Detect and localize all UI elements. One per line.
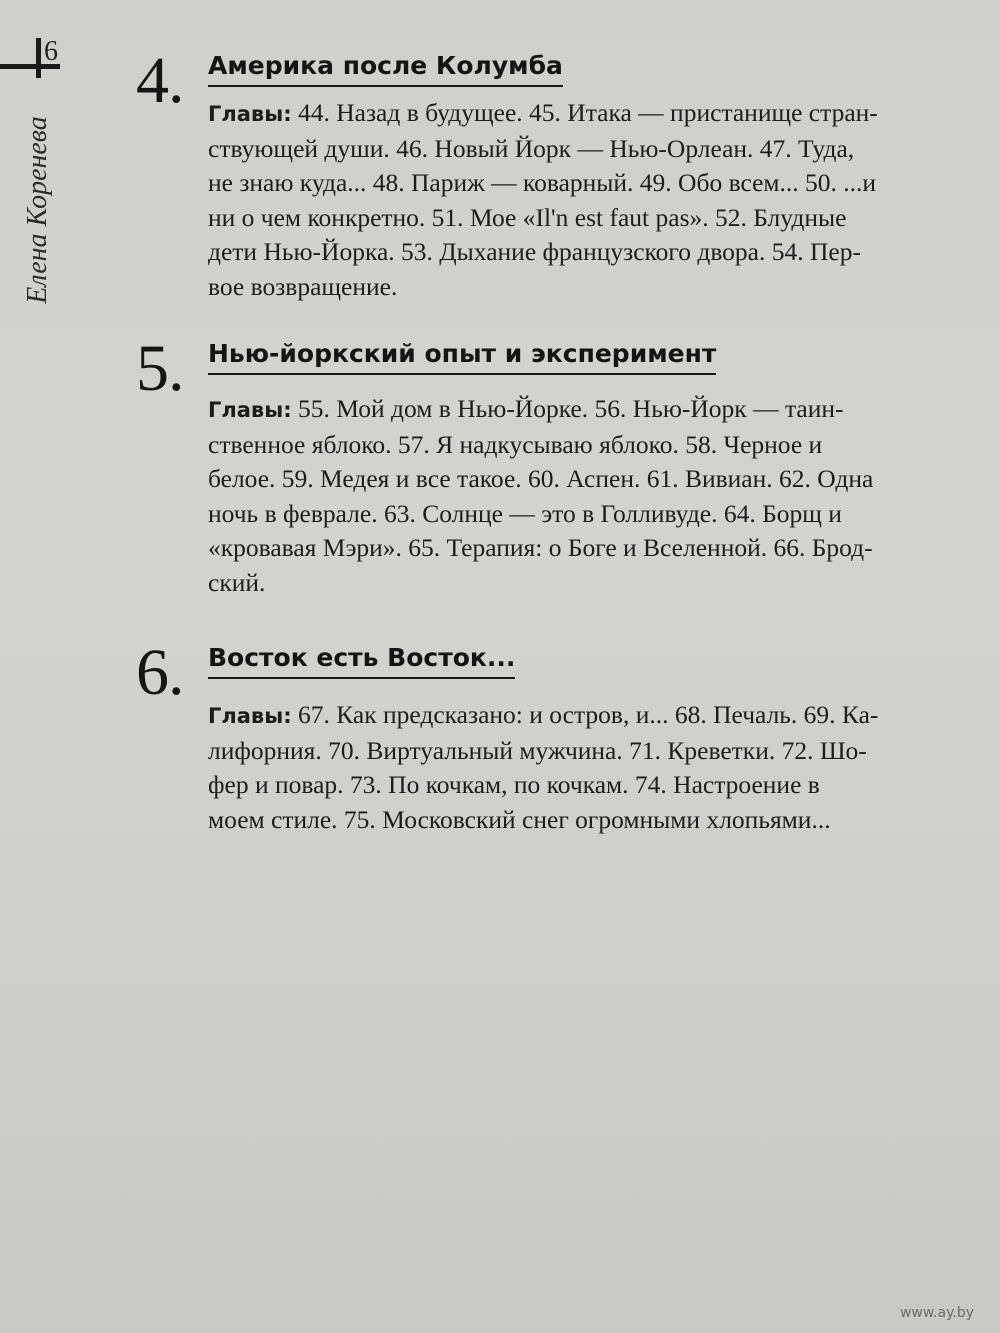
- chapters-label: Главы:: [208, 102, 292, 126]
- bleed-through-text: [120, 1120, 1000, 1320]
- part-title: Америка после Колумба: [208, 50, 563, 87]
- chapter-line: ский.: [208, 567, 266, 597]
- chapter-line: ночь в феврале. 63. Солнце — это в Голливуде. 64. Борщ и: [208, 498, 842, 528]
- chapter-text: 67. Как предсказано: и остров, и... 68. Печаль. 69. Ка-: [291, 700, 879, 729]
- part-5: [136, 332, 966, 597]
- part-title: Нью-йоркский опыт и эксперимент: [208, 338, 716, 375]
- part-number: 5.: [136, 332, 184, 405]
- chapter-line: ни о чем конкретно. 51. Мое «Il'n est faut pas». 52. Блудные: [208, 202, 847, 232]
- chapter-text: 55. Мой дом в Нью-Йорке. 56. Нью-Йорк — таин-: [291, 394, 844, 423]
- part-title: Восток есть Восток...: [208, 642, 515, 679]
- chapter-line: белое. 59. Медея и все такое. 60. Аспен. 61. Вивиан. 62. Одна: [208, 464, 874, 493]
- page-number: 6: [44, 36, 58, 67]
- chapter-line: [208, 392, 968, 428]
- chapter-list: [208, 392, 968, 600]
- bleed-through-text: [120, 820, 1000, 1060]
- part-number: 4.: [136, 44, 184, 117]
- chapter-line: [208, 698, 968, 734]
- chapter-line: лифорния. 70. Виртуальный мужчина. 71. Креветки. 72. Шо-: [208, 735, 867, 765]
- part-number: 6.: [136, 636, 184, 709]
- chapters-label: Главы:: [208, 704, 292, 728]
- chapter-line: [208, 96, 968, 132]
- chapter-line: не знаю куда... 48. Париж — коварный. 49. Обо всем... 50. ...и: [208, 168, 877, 197]
- running-head-author: [8, 96, 68, 336]
- chapter-line: ственное яблоко. 57. Я надкусываю яблоко. 58. Черное и: [208, 429, 823, 459]
- chapters-label: Главы:: [208, 398, 292, 422]
- chapter-line: «кровавая Мэри». 65. Терапия: о Боге и Вселенной. 66. Брод-: [208, 533, 873, 562]
- part-4: [136, 44, 966, 301]
- running-head-rule: [36, 38, 41, 78]
- part-6: [136, 636, 966, 840]
- chapter-line: дети Нью-Йорка. 53. Дыхание французского двора. 54. Пер-: [208, 237, 861, 266]
- author-name: Елена Коренева: [22, 116, 54, 304]
- chapter-line: вое возвращение.: [208, 271, 398, 301]
- chapter-line: ствующей души. 46. Новый Йорк — Нью-Орлеан. 47. Туда,: [208, 133, 855, 163]
- chapter-list: [208, 698, 968, 837]
- chapter-line: моем стиле. 75. Московский снег огромными хлопьями...: [208, 804, 831, 834]
- chapter-text: 44. Назад в будущее. 45. Итака — пристанище стран-: [291, 98, 878, 127]
- watermark: www.ay.by: [899, 1305, 974, 1321]
- chapter-line: фер и повар. 73. По кочкам, по кочкам. 74. Настроение в: [208, 770, 820, 799]
- chapter-list: [208, 96, 968, 304]
